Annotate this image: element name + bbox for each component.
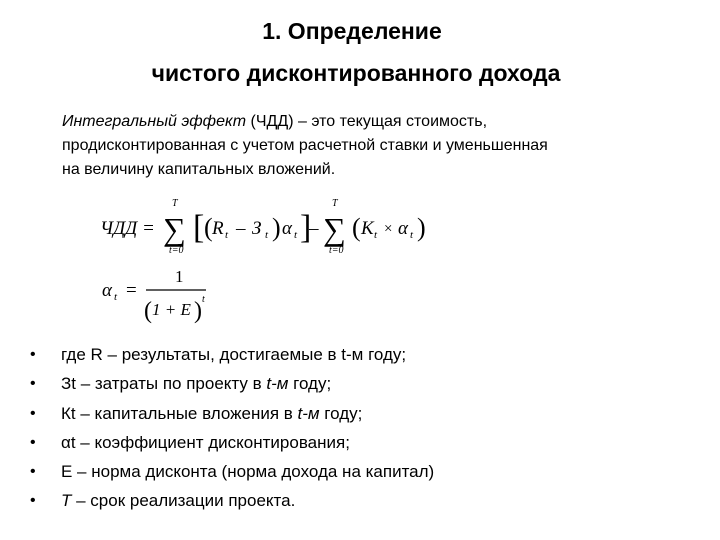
- formula-block: [90, 198, 450, 328]
- alpha-2-subscript: t: [410, 229, 414, 241]
- paren-open-2: (: [352, 213, 361, 242]
- minus-2: –: [309, 218, 319, 239]
- list-item: • Кt – капитальные вложения в t-м году;: [30, 399, 690, 428]
- sum-1-lower: t=0: [169, 245, 184, 256]
- alpha-lhs: α: [102, 280, 112, 301]
- list-item: • T – срок реализации проекта.: [30, 486, 690, 515]
- sum-2-lower: t=0: [329, 245, 344, 256]
- z-subscript: t: [265, 229, 269, 241]
- z-symbol: З: [252, 218, 262, 239]
- definition-paragraph: [62, 110, 692, 182]
- formula-lhs: ЧДД =: [100, 218, 155, 239]
- list-item: • Зt – затраты по проекту в t-м году;: [30, 369, 690, 398]
- fraction-numerator: 1: [175, 267, 184, 286]
- bullet-marker: •: [30, 346, 36, 363]
- r-subscript: t: [225, 229, 229, 241]
- denominator-paren-close: ): [194, 298, 202, 324]
- bracket-open: [: [193, 209, 205, 246]
- alpha-1-subscript: t: [294, 229, 298, 241]
- bullet-marker: •: [30, 463, 36, 481]
- definition-line-3: на величину капитальных вложений.: [62, 161, 336, 178]
- definition-line-2: продисконтированная с учетом расчетной ставки и уменьшенная: [62, 137, 548, 154]
- bracket-close: ]: [300, 209, 312, 246]
- bullet-marker: •: [30, 375, 36, 393]
- bullet-marker: •: [30, 492, 36, 510]
- minus-1: –: [236, 218, 246, 239]
- definition-term: Интегральный эффект: [62, 113, 247, 130]
- definition-line-1: Интегральный эффект (ЧДД) – это текущая стоимость,: [62, 113, 488, 130]
- sum-2-sigma: ∑: [323, 211, 346, 247]
- k-symbol: K: [361, 218, 374, 239]
- alpha-lhs-subscript: t: [114, 291, 118, 303]
- alpha-equals: =: [126, 280, 137, 301]
- bullet-marker: •: [30, 404, 36, 422]
- variable-definitions-list: [30, 340, 690, 516]
- list-item: • где R – результаты, достигаемые в t-м году;: [30, 340, 690, 369]
- list-item: • αt – коэффициент дисконтирования;: [30, 428, 690, 457]
- slide-title-line-1: 1. Определение: [262, 18, 442, 44]
- k-subscript: t: [374, 229, 378, 241]
- sum-1-sigma: ∑: [163, 211, 186, 247]
- list-item: • Е – норма дисконта (норма дохода на капитал): [30, 457, 690, 486]
- denominator-paren-open: (: [144, 298, 152, 324]
- times-sign: ×: [384, 221, 393, 237]
- denominator-body: 1 + E: [152, 300, 191, 319]
- paren-close-1: ): [272, 213, 281, 242]
- sum-2-upper: T: [332, 198, 338, 209]
- paren-close-2: ): [417, 213, 426, 242]
- slide-title-line-2: чистого дисконтированного дохода: [151, 60, 561, 86]
- r-symbol: R: [212, 218, 224, 239]
- bullet-marker: •: [30, 433, 36, 451]
- sum-1-upper: T: [172, 198, 178, 209]
- paren-open-1: (: [204, 213, 213, 242]
- denominator-exponent: t: [202, 294, 205, 305]
- alpha-2: α: [398, 218, 408, 239]
- alpha-1: α: [282, 218, 292, 239]
